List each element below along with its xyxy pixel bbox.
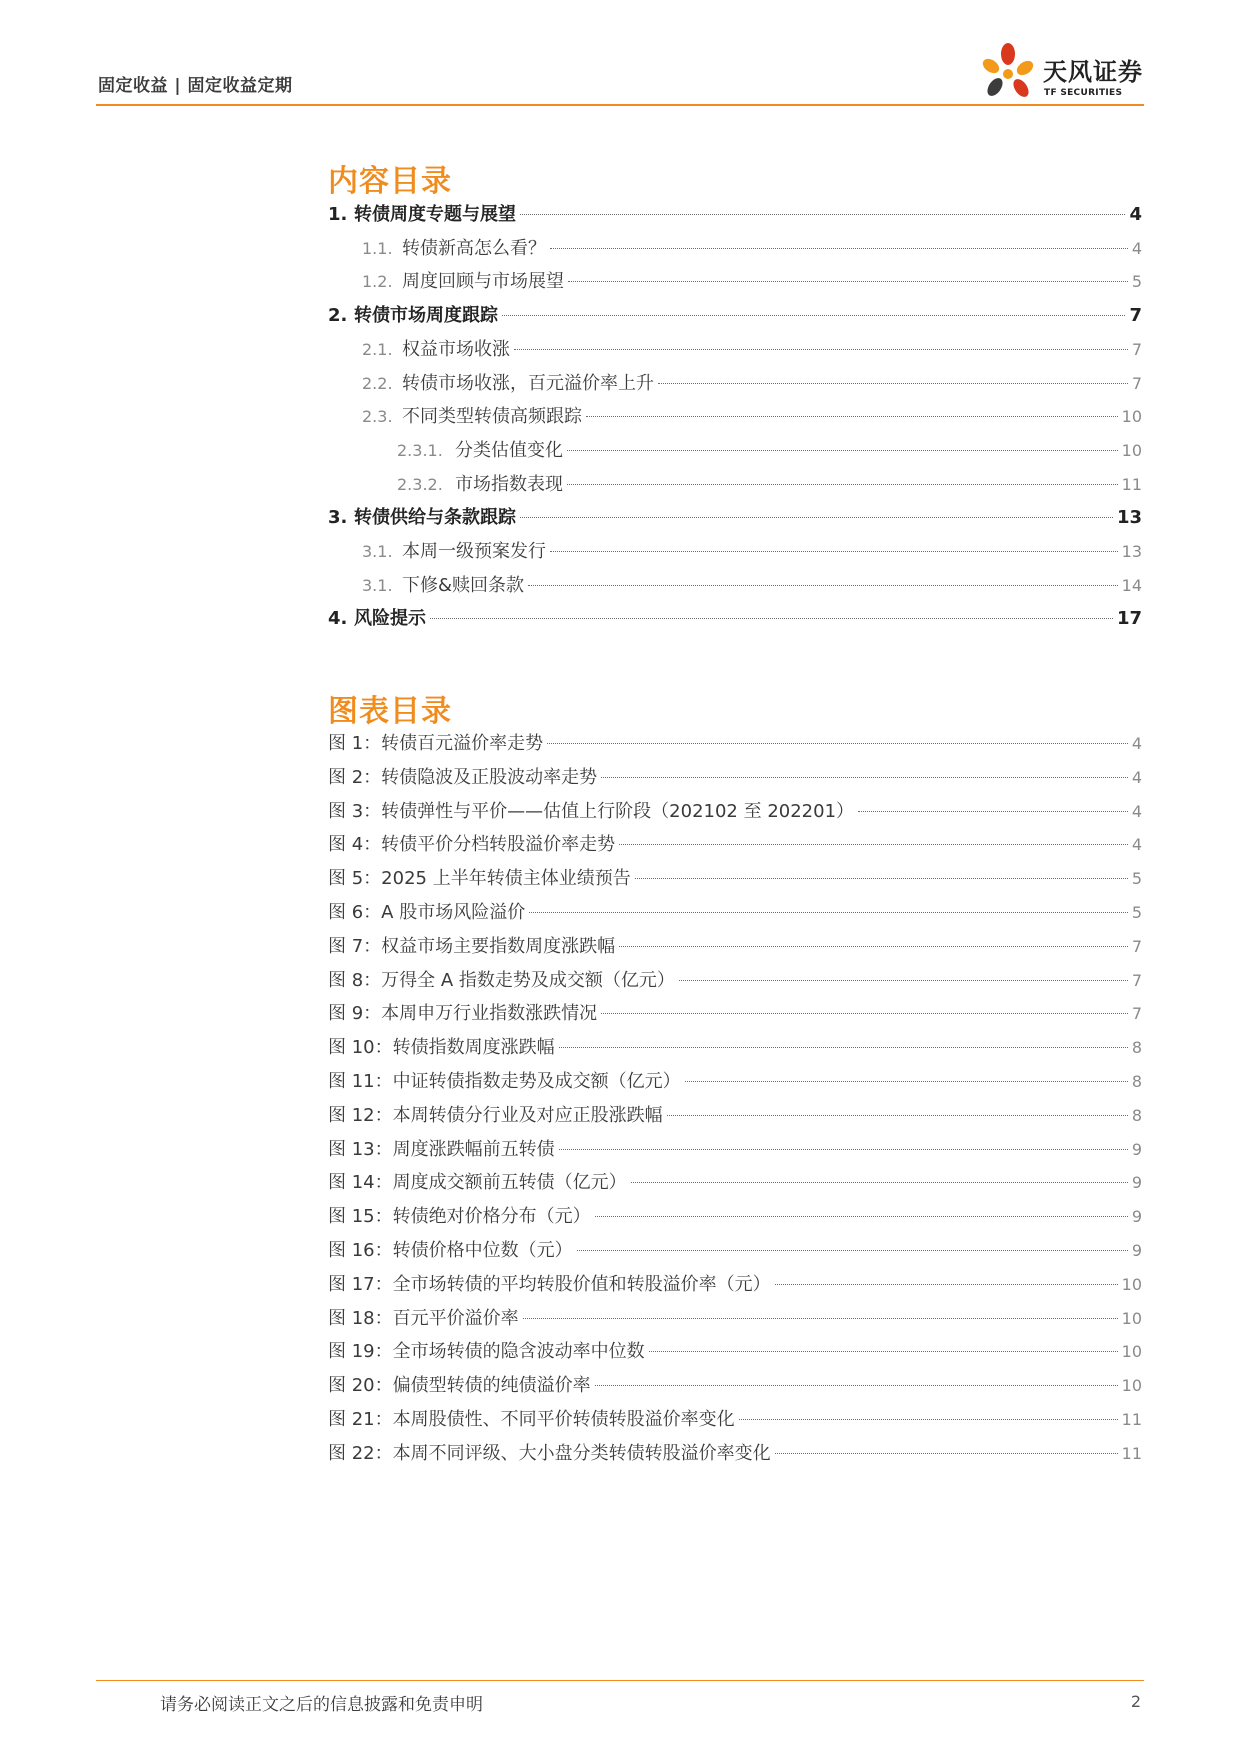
toc-entry-page: 10 — [1121, 440, 1142, 460]
dot-leader — [631, 1182, 1128, 1183]
dot-leader — [679, 980, 1128, 981]
toc-entry[interactable] — [397, 436, 1142, 466]
toc-entry-page: 14 — [1121, 575, 1142, 595]
dot-leader — [430, 618, 1113, 619]
toc-entry-label: 转债市场收涨，百元溢价率上升 — [402, 372, 654, 394]
figure-entry-page: 7 — [1131, 970, 1142, 990]
toc-entry-page: 4 — [1131, 238, 1142, 258]
toc-entry-number: 1.2. — [362, 272, 393, 292]
toc-entry-number: 1. — [328, 204, 348, 225]
dot-leader — [619, 946, 1128, 947]
figure-entry[interactable] — [328, 1101, 1142, 1131]
figure-entry-page: 9 — [1131, 1207, 1142, 1227]
toc-entry-number: 2.3.2. — [397, 474, 443, 494]
figure-entry-label: 图 17：全市场转债的平均转股价值和转股溢价率（元） — [328, 1273, 771, 1295]
dot-leader — [739, 1419, 1118, 1420]
dot-leader — [520, 214, 1125, 215]
dot-leader — [775, 1284, 1118, 1285]
figure-entry-label: 图 1：转债百元溢价率走势 — [328, 733, 544, 754]
toc-entry-label: 周度回顾与市场展望 — [402, 271, 564, 293]
toc-entry[interactable] — [397, 470, 1142, 500]
figure-entry[interactable] — [328, 1033, 1142, 1063]
toc-entry[interactable] — [328, 200, 1142, 230]
figure-entry[interactable] — [328, 898, 1142, 928]
dot-leader — [567, 450, 1118, 451]
toc-entry-label: 不同类型转债高频跟踪 — [402, 406, 582, 428]
figure-entry[interactable] — [328, 763, 1142, 793]
toc-entry[interactable] — [362, 537, 1142, 567]
figure-entry-label: 图 15：转债绝对价格分布（元） — [328, 1206, 591, 1228]
toc-entry-number: 2. — [328, 305, 348, 327]
tf-securities-logo — [975, 40, 1150, 106]
toc-entry-number: 2.1. — [362, 339, 393, 359]
dot-leader — [514, 349, 1128, 350]
toc-entry-page: 7 — [1129, 305, 1142, 327]
figure-entry-page: 10 — [1121, 1342, 1142, 1362]
figure-entry-page: 4 — [1131, 734, 1142, 753]
toc-entry[interactable] — [328, 301, 1142, 331]
figure-entry[interactable] — [328, 1371, 1142, 1401]
figure-entry-label: 图 3：转债弹性与平价——估值上行阶段（202102 至 202201） — [328, 800, 855, 822]
toc-entry[interactable] — [362, 369, 1142, 399]
toc-entry-label: 转债市场周度跟踪 — [354, 305, 498, 327]
figure-entry-page: 9 — [1131, 1139, 1142, 1159]
figure-entry[interactable] — [328, 1067, 1142, 1097]
toc-entry-page: 10 — [1121, 407, 1142, 427]
dot-leader — [528, 585, 1118, 586]
figure-entry[interactable] — [328, 999, 1142, 1029]
figure-entry[interactable] — [328, 1304, 1142, 1334]
figure-entry-page: 4 — [1131, 835, 1142, 855]
figure-entry-page: 9 — [1131, 1241, 1142, 1260]
figure-entry[interactable] — [328, 729, 1142, 759]
toc-entry-number: 2.3. — [362, 407, 393, 427]
figure-entry-label: 图 13：周度涨跌幅前五转债 — [328, 1138, 555, 1160]
logo-subtitle: TF SECURITIES — [1044, 88, 1123, 98]
figure-entry-page: 9 — [1131, 1173, 1142, 1193]
dot-leader — [619, 844, 1128, 845]
dot-leader — [559, 1047, 1128, 1048]
toc-entry-label: 市场指数表现 — [455, 473, 563, 495]
figure-entry-label: 图 7：权益市场主要指数周度涨跌幅 — [328, 935, 616, 957]
toc-entry-page: 4 — [1129, 204, 1142, 225]
figure-entry-label: 图 2：转债隐波及正股波动率走势 — [328, 766, 598, 788]
footer-divider — [96, 1680, 1144, 1681]
figure-entry[interactable] — [328, 1337, 1142, 1367]
toc-entry-page: 13 — [1121, 542, 1142, 561]
figure-entry-label: 图 20：偏债型转债的纯债溢价率 — [328, 1375, 591, 1397]
toc-entry[interactable] — [328, 503, 1142, 533]
figure-entry-label: 图 22：本周不同评级、大小盘分类转债转股溢价率变化 — [328, 1442, 771, 1464]
figure-entry[interactable] — [328, 966, 1142, 996]
figure-entry[interactable] — [328, 932, 1142, 962]
figure-entry-page: 11 — [1121, 1443, 1142, 1463]
figure-entry[interactable] — [328, 1236, 1142, 1266]
figure-entry-label: 图 19：全市场转债的隐含波动率中位数 — [328, 1341, 645, 1363]
figure-entry-page: 10 — [1121, 1376, 1142, 1396]
toc-entry-label: 转债周度专题与展望 — [354, 204, 516, 225]
dot-leader — [685, 1081, 1128, 1082]
figure-entry[interactable] — [328, 1135, 1142, 1165]
figure-entry-page: 5 — [1131, 903, 1142, 922]
figure-entry-page: 8 — [1131, 1072, 1142, 1091]
dot-leader — [559, 1149, 1128, 1150]
figure-entry-label: 图 12：本周转债分行业及对应正股涨跌幅 — [328, 1104, 663, 1126]
figure-entry[interactable] — [328, 864, 1142, 894]
toc-entry-label: 转债供给与条款跟踪 — [354, 507, 516, 529]
dot-leader — [601, 1013, 1128, 1014]
toc-entry-label: 风险提示 — [354, 608, 426, 630]
toc-entry-number: 3.1. — [362, 575, 393, 595]
dot-leader — [550, 551, 1118, 552]
figure-entry[interactable] — [328, 1405, 1142, 1435]
figure-entry-page: 8 — [1131, 1038, 1142, 1058]
figure-entry-label: 图 5：2025 上半年转债主体业绩预告 — [328, 868, 631, 890]
dot-leader — [529, 912, 1128, 913]
dot-leader — [520, 517, 1113, 518]
figure-entry[interactable] — [328, 1202, 1142, 1232]
figure-entry-label: 图 10：转债指数周度涨跌幅 — [328, 1037, 555, 1059]
figure-entry[interactable] — [328, 797, 1142, 827]
dot-leader — [635, 878, 1128, 879]
dot-leader — [567, 484, 1118, 485]
toc-entry-number: 4. — [328, 608, 348, 630]
dot-leader — [523, 1318, 1118, 1319]
toc-entry-page: 7 — [1131, 339, 1142, 359]
figure-entry-page: 7 — [1131, 1004, 1142, 1024]
figure-entry-label: 图 6：A 股市场风险溢价 — [328, 902, 526, 923]
figure-entry-page: 11 — [1121, 1410, 1142, 1429]
dot-leader — [577, 1250, 1128, 1251]
figure-entry-page: 5 — [1131, 869, 1142, 889]
toc-entry-page: 13 — [1116, 507, 1142, 529]
figure-entry[interactable] — [328, 830, 1142, 860]
figure-entry-label: 图 16：转债价格中位数（元） — [328, 1240, 573, 1261]
dot-leader — [595, 1216, 1128, 1217]
dot-leader — [586, 416, 1118, 417]
disclaimer: 请务必阅读正文之后的信息披露和免责申明 — [160, 1695, 483, 1715]
dot-leader — [568, 281, 1128, 282]
toc-entry-label: 本周一级预案发行 — [402, 541, 546, 562]
figure-entry-label: 图 21：本周股债性、不同平价转债转股溢价率变化 — [328, 1409, 735, 1430]
figure-entry-page: 7 — [1131, 936, 1142, 956]
page-number: 2 — [1130, 1692, 1141, 1711]
toc-entry[interactable] — [362, 234, 1142, 264]
figure-entry-label: 图 4：转债平价分档转股溢价率走势 — [328, 834, 616, 856]
figure-entry-page: 10 — [1121, 1274, 1142, 1294]
figure-entry-page: 4 — [1131, 767, 1142, 787]
toc-title: 内容目录 — [328, 164, 452, 199]
figure-entry[interactable] — [328, 1168, 1142, 1198]
figure-entry[interactable] — [328, 1439, 1142, 1469]
toc-entry[interactable] — [328, 604, 1142, 634]
logo-wordmark: 天风证券 — [1043, 58, 1143, 86]
toc-entry-number: 3.1. — [362, 542, 393, 561]
dot-leader — [595, 1385, 1118, 1386]
figure-entry-label: 图 8：万得全 A 指数走势及成交额（亿元） — [328, 969, 675, 991]
toc-entry-label: 下修&赎回条款 — [402, 574, 525, 596]
figure-entry-page: 8 — [1131, 1105, 1142, 1125]
toc-entry-number: 1.1. — [362, 238, 393, 258]
toc-entry-label: 分类估值变化 — [455, 439, 563, 461]
toc-entry[interactable] — [362, 335, 1142, 365]
toc-entry[interactable] — [362, 267, 1142, 297]
dot-leader — [649, 1351, 1118, 1352]
dot-leader — [775, 1453, 1118, 1454]
dot-leader — [547, 743, 1128, 744]
figure-entry-label: 图 11：中证转债指数走势及成交额（亿元） — [328, 1071, 681, 1092]
dot-leader — [601, 777, 1128, 778]
toc-entry-page: 11 — [1121, 474, 1142, 494]
toc-entry-number: 2.2. — [362, 373, 393, 393]
dot-leader — [502, 315, 1125, 316]
toc-entry-page: 17 — [1116, 608, 1142, 630]
toc-entry-number: 3. — [328, 507, 348, 529]
figures-title: 图表目录 — [328, 694, 452, 729]
dot-leader — [658, 383, 1128, 384]
figure-entry-label: 图 18：百元平价溢价率 — [328, 1307, 519, 1329]
figure-entry-page: 10 — [1121, 1308, 1142, 1328]
toc-entry[interactable] — [362, 402, 1142, 432]
toc-entry-page: 5 — [1131, 272, 1142, 292]
toc-entry[interactable] — [362, 571, 1142, 601]
toc-entry-page: 7 — [1131, 373, 1142, 393]
dot-leader — [550, 248, 1128, 249]
toc-entry-label: 权益市场收涨 — [402, 338, 510, 360]
header-divider — [96, 104, 1144, 106]
figure-entry-page: 4 — [1131, 801, 1142, 821]
toc-entry-label: 转债新高怎么看？ — [402, 237, 546, 259]
report-category: 固定收益 | 固定收益定期 — [98, 76, 293, 96]
figure-entry-label: 图 9：本周申万行业指数涨跌情况 — [328, 1003, 598, 1025]
dot-leader — [667, 1115, 1128, 1116]
figure-entry[interactable] — [328, 1270, 1142, 1300]
dot-leader — [858, 811, 1128, 812]
figure-entry-label: 图 14：周度成交额前五转债（亿元） — [328, 1172, 627, 1194]
toc-entry-number: 2.3.1. — [397, 440, 443, 460]
flower-logo-icon — [975, 40, 1041, 106]
